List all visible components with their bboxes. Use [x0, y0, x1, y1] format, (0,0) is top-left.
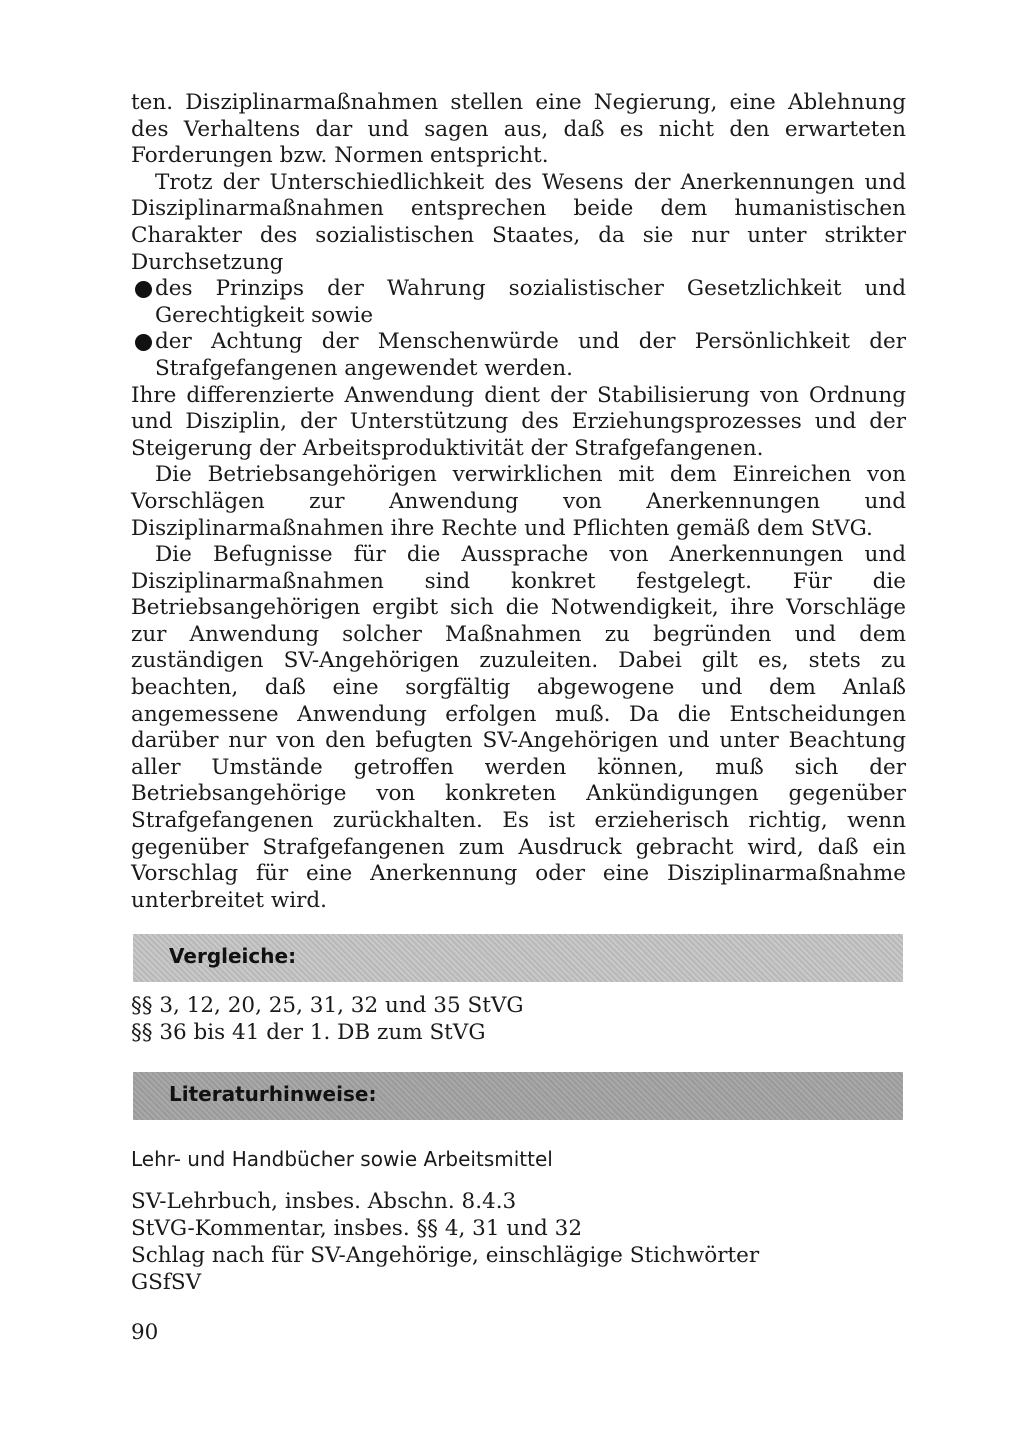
- paragraph-1: ten. Disziplinarmaßnahmen stellen eine Negierung, eine Ablehnung des Verhaltens dar und sagen aus, daß es nicht den erwarteten Forderungen bzw. Normen entspricht.: [131, 90, 906, 169]
- bullet-icon: [135, 334, 152, 351]
- paragraph-5: Die Befugnisse für die Aussprache von Anerkennungen und Disziplinarmaßnahmen sind konkret festgelegt. Für die Betriebsangehörigen ergibt sich die Notwendigkeit, ihre Vorschläge zur Anwendung solcher Maßnahmen zu begründen und dem zuständigen SV-Angehörigen zuzuleiten. Dabei gilt es, stets zu beachten, daß eine sorgfältig abgewogene und dem Anlaß angemessene Anwendung erfolgen muß. Da die Entscheidungen darüber nur von den befugten SV-Angehörigen und unter Beachtung aller Umstände getroffen werden können, muß sich der Betriebsangehörige von konkreten Ankündigungen gegenüber Strafgefangenen zurückhalten. Es ist erzieherisch richtig, wenn gegenüber Strafgefangenen zum Ausdruck gebracht wird, daß ein Vorschlag für eine Anerkennung oder eine Disziplinarmaßnahme unterbreitet wird.: [131, 542, 906, 913]
- bullet-text: des Prinzips der Wahrung sozialistischer Gesetzlichkeit und Gerechtigkeit sowie: [155, 276, 906, 328]
- bullet-text: der Achtung der Menschenwürde und der Persönlichkeit der Strafgefangenen angewendet werden.: [155, 329, 906, 381]
- paragraph-2: Trotz der Unterschiedlichkeit des Wesens der Anerkennungen und Disziplinarmaßnahmen entsprechen beide dem humanistischen Charakter des sozialistischen Staates, da sie nur unter strikter Durchsetzung: [131, 169, 906, 275]
- literature-line: GSfSV: [131, 1270, 202, 1295]
- literatur-list: [131, 1188, 759, 1296]
- main-text: [131, 90, 906, 914]
- literature-line: Schlag nach für SV-Angehörige, einschlägige Stichwörter: [131, 1243, 760, 1268]
- literature-line: SV-Lehrbuch, insbes. Abschn. 8.4.3: [131, 1189, 517, 1214]
- literature-line: StVG-Kommentar, insbes. §§ 4, 31 und 32: [131, 1216, 583, 1241]
- literatur-banner: [133, 1072, 903, 1120]
- paragraph-4: Die Betriebsangehörigen verwirklichen mit dem Einreichen von Vorschlägen zur Anwendung von Anerkennungen und Disziplinarmaßnahmen ihre Rechte und Pflichten gemäß dem StVG.: [131, 462, 906, 541]
- vergleiche-heading: Vergleiche:: [169, 944, 297, 968]
- reference-line: §§ 36 bis 41 der 1. DB zum StVG: [131, 1020, 486, 1045]
- paragraph-3: Ihre differenzierte Anwendung dient der Stabilisierung von Ordnung und Disziplin, der Unterstützung des Erziehungsprozesses und der Steigerung der Arbeitsproduktivität der Strafgefangenen.: [131, 382, 906, 461]
- list-item: [131, 276, 906, 329]
- vergleiche-banner: [133, 934, 903, 982]
- literatur-heading: Literaturhinweise:: [169, 1082, 377, 1106]
- literatur-subheading: Lehr- und Handbücher sowie Arbeitsmittel: [131, 1147, 553, 1171]
- reference-line: §§ 3, 12, 20, 25, 31, 32 und 35 StVG: [131, 993, 524, 1018]
- list-item: [131, 329, 906, 382]
- bullet-icon: [135, 281, 152, 298]
- bullet-list: [131, 276, 906, 382]
- vergleiche-list: [131, 992, 524, 1046]
- page-number: 90: [131, 1320, 159, 1345]
